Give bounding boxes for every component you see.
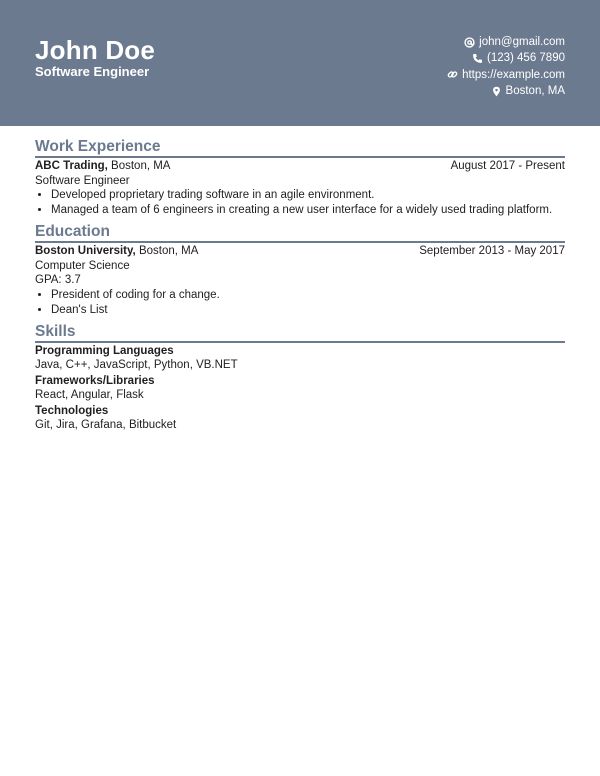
education-location: Boston, MA — [135, 245, 199, 257]
education-item-header — [35, 244, 565, 259]
header-banner — [0, 0, 600, 126]
job-title: Software Engineer — [35, 64, 150, 79]
location-pin-icon — [491, 86, 502, 97]
contact-website[interactable]: https://example.com — [462, 68, 565, 81]
work-location: Boston, MA — [107, 160, 171, 172]
contact-email[interactable]: john@gmail.com — [479, 36, 565, 48]
skill-values: Java, C++, JavaScript, Python, VB.NET — [35, 359, 238, 371]
section-title-skills: Skills — [35, 321, 565, 343]
contact-location: Boston, MA — [505, 84, 565, 97]
skills-section — [35, 321, 565, 433]
work-bullet: • Developed proprietary trading software in an agile environment. — [51, 188, 565, 202]
education-gpa: GPA: 3.7 — [35, 274, 81, 286]
contact-website-row[interactable] — [447, 67, 565, 83]
education-bullets — [35, 288, 565, 317]
contact-phone-row[interactable] — [447, 50, 565, 66]
work-experience-section — [35, 136, 565, 217]
skill-block — [35, 404, 565, 433]
link-icon — [447, 69, 458, 80]
section-title-work: Work Experience — [35, 136, 565, 158]
education-org: Boston University, — [35, 245, 136, 257]
work-item-header — [35, 159, 565, 174]
skill-block — [35, 374, 565, 403]
skill-values: Git, Jira, Grafana, Bitbucket — [35, 419, 177, 431]
contact-location-row — [447, 83, 565, 99]
skill-block — [35, 344, 565, 373]
contact-email-row[interactable] — [447, 34, 565, 50]
education-bullet: • Dean's List — [51, 303, 565, 317]
work-org-line — [35, 159, 170, 174]
education-dates: September 2013 - May 2017 — [419, 245, 565, 257]
work-bullet: • Managed a team of 6 engineers in creating a new user interface for a widely used trading platform. — [51, 203, 565, 217]
full-name: John Doe — [35, 35, 156, 65]
education-field: Computer Science — [35, 259, 130, 272]
skill-category: Programming Languages — [35, 344, 174, 357]
education-bullet: • President of coding for a change. — [51, 288, 565, 302]
education-section — [35, 221, 565, 317]
skill-category: Technologies — [35, 404, 109, 417]
skill-category: Frameworks/Libraries — [35, 374, 155, 387]
education-org-line — [35, 244, 198, 259]
phone-icon — [472, 53, 483, 64]
resume-body — [0, 126, 600, 433]
work-role: Software Engineer — [35, 174, 130, 187]
skill-values: React, Angular, Flask — [35, 389, 144, 401]
work-org: ABC Trading, — [35, 160, 108, 172]
work-dates: August 2017 - Present — [450, 160, 565, 172]
work-bullets — [35, 188, 565, 217]
section-title-education: Education — [35, 221, 565, 243]
at-icon — [464, 37, 475, 48]
contact-info — [447, 34, 565, 99]
contact-phone[interactable]: (123) 456 7890 — [486, 52, 565, 65]
